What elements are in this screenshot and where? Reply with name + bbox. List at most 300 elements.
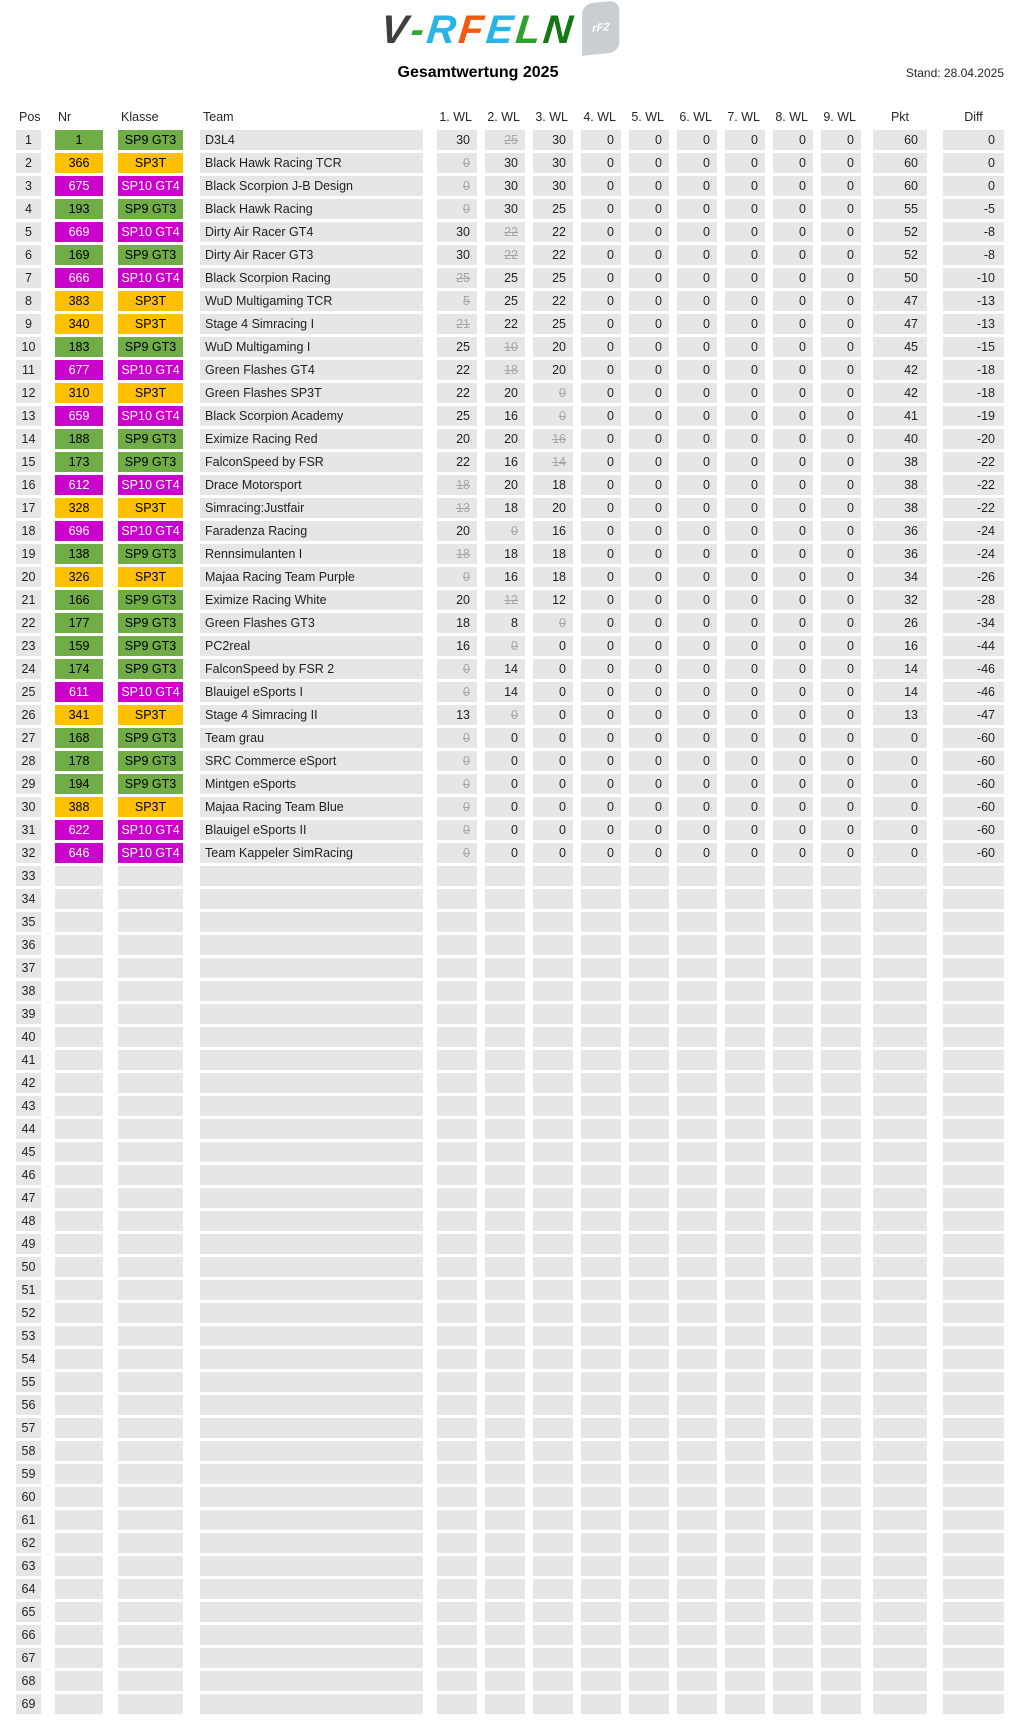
wl-2-cell: [485, 1625, 525, 1645]
team-cell: Faradenza Racing: [200, 521, 423, 541]
wl-9-cell: [821, 981, 861, 1001]
diff-cell: [943, 1280, 1004, 1300]
column-header-1-wl: 1. WL: [439, 110, 472, 124]
wl-1-cell: 30: [437, 245, 477, 265]
team-cell: Green Flashes GT3: [200, 613, 423, 633]
wl-5-cell: [629, 1027, 669, 1047]
class-cell: [118, 1694, 183, 1714]
wl-5-cell: [629, 1510, 669, 1530]
wl-8-cell: [773, 1073, 813, 1093]
wl-2-cell: 16: [485, 406, 525, 426]
wl-4-cell: [581, 1556, 621, 1576]
wl-5-cell: [629, 1280, 669, 1300]
wl-5-cell: 0: [629, 268, 669, 288]
class-cell: [118, 1211, 183, 1231]
wl-5-cell: [629, 1556, 669, 1576]
diff-cell: [943, 1579, 1004, 1599]
wl-6-cell: [677, 1372, 717, 1392]
wl-4-cell: 0: [581, 268, 621, 288]
wl-6-cell: [677, 1188, 717, 1208]
wl-9-cell: [821, 1602, 861, 1622]
table-row-empty: [16, 1349, 1026, 1369]
points-cell: [873, 1050, 927, 1070]
wl-4-cell: 0: [581, 475, 621, 495]
wl-6-cell: [677, 1694, 717, 1714]
pos-cell: 67: [16, 1648, 41, 1668]
wl-2-cell: [485, 1188, 525, 1208]
table-row-empty: [16, 1671, 1026, 1691]
wl-8-cell: 0: [773, 590, 813, 610]
points-cell: 13: [873, 705, 927, 725]
wl-9-cell: 0: [821, 843, 861, 863]
pos-cell: 10: [16, 337, 41, 357]
points-cell: 34: [873, 567, 927, 587]
wl-4-cell: 0: [581, 498, 621, 518]
wl-1-cell: [437, 1096, 477, 1116]
car-number-cell: 341: [55, 705, 103, 725]
pos-cell: 19: [16, 544, 41, 564]
wl-1-cell: 0: [437, 843, 477, 863]
wl-7-cell: [725, 1602, 765, 1622]
car-number-cell: [55, 1441, 103, 1461]
team-cell: [200, 1004, 423, 1024]
wl-5-cell: [629, 1671, 669, 1691]
table-row: [16, 429, 1026, 449]
table-row: [16, 291, 1026, 311]
wl-3-cell: 0: [533, 797, 573, 817]
car-number-cell: [55, 1303, 103, 1323]
wl-8-cell: [773, 1050, 813, 1070]
car-number-cell: [55, 1602, 103, 1622]
wl-9-cell: [821, 1165, 861, 1185]
class-cell: [118, 1464, 183, 1484]
points-cell: [873, 1487, 927, 1507]
wl-3-cell: 18: [533, 475, 573, 495]
diff-cell: 0: [943, 176, 1004, 196]
points-cell: 52: [873, 222, 927, 242]
pos-cell: 37: [16, 958, 41, 978]
car-number-cell: 340: [55, 314, 103, 334]
diff-cell: [943, 1004, 1004, 1024]
class-cell: SP10 GT4: [118, 475, 183, 495]
table-row: [16, 567, 1026, 587]
wl-7-cell: 0: [725, 797, 765, 817]
wl-8-cell: 0: [773, 659, 813, 679]
column-header-5-wl: 5. WL: [631, 110, 664, 124]
team-cell: Simracing:Justfair: [200, 498, 423, 518]
car-number-cell: 611: [55, 682, 103, 702]
wl-9-cell: 0: [821, 521, 861, 541]
diff-cell: -18: [943, 360, 1004, 380]
wl-5-cell: 0: [629, 498, 669, 518]
wl-3-cell: [533, 981, 573, 1001]
points-cell: [873, 1280, 927, 1300]
wl-5-cell: [629, 1211, 669, 1231]
wl-6-cell: [677, 1050, 717, 1070]
wl-6-cell: 0: [677, 498, 717, 518]
wl-2-cell: [485, 1257, 525, 1277]
car-number-cell: [55, 1395, 103, 1415]
wl-5-cell: 0: [629, 153, 669, 173]
table-row: [16, 383, 1026, 403]
wl-4-cell: [581, 1533, 621, 1553]
pos-cell: 6: [16, 245, 41, 265]
pos-cell: 40: [16, 1027, 41, 1047]
wl-3-cell: [533, 912, 573, 932]
wl-4-cell: 0: [581, 843, 621, 863]
wl-8-cell: 0: [773, 360, 813, 380]
wl-1-cell: 0: [437, 659, 477, 679]
wl-9-cell: [821, 1188, 861, 1208]
wl-5-cell: [629, 1579, 669, 1599]
wl-3-cell: 0: [533, 383, 573, 403]
diff-cell: -18: [943, 383, 1004, 403]
wl-4-cell: 0: [581, 337, 621, 357]
wl-3-cell: 20: [533, 360, 573, 380]
wl-9-cell: [821, 1142, 861, 1162]
wl-4-cell: 0: [581, 728, 621, 748]
wl-2-cell: 0: [485, 797, 525, 817]
wl-7-cell: [725, 1211, 765, 1231]
pos-cell: 53: [16, 1326, 41, 1346]
wl-3-cell: 0: [533, 613, 573, 633]
wl-4-cell: 0: [581, 636, 621, 656]
wl-5-cell: [629, 1625, 669, 1645]
wl-2-cell: 30: [485, 176, 525, 196]
wl-5-cell: [629, 1073, 669, 1093]
team-cell: [200, 1602, 423, 1622]
team-cell: Green Flashes SP3T: [200, 383, 423, 403]
wl-7-cell: [725, 1280, 765, 1300]
table-row: [16, 222, 1026, 242]
wl-8-cell: 0: [773, 199, 813, 219]
wl-2-cell: 25: [485, 130, 525, 150]
class-cell: SP9 GT3: [118, 659, 183, 679]
table-row-empty: [16, 1280, 1026, 1300]
car-number-cell: 659: [55, 406, 103, 426]
wl-1-cell: [437, 1211, 477, 1231]
column-header-8-wl: 8. WL: [775, 110, 808, 124]
diff-cell: -22: [943, 452, 1004, 472]
diff-cell: -60: [943, 820, 1004, 840]
wl-7-cell: [725, 1625, 765, 1645]
table-row: [16, 452, 1026, 472]
wl-4-cell: [581, 1142, 621, 1162]
wl-3-cell: [533, 889, 573, 909]
wl-1-cell: 20: [437, 521, 477, 541]
wl-7-cell: [725, 1119, 765, 1139]
wl-1-cell: 20: [437, 429, 477, 449]
wl-5-cell: 0: [629, 475, 669, 495]
wl-8-cell: [773, 1326, 813, 1346]
wl-8-cell: [773, 1211, 813, 1231]
class-cell: [118, 1004, 183, 1024]
pos-cell: 50: [16, 1257, 41, 1277]
car-number-cell: 612: [55, 475, 103, 495]
car-number-cell: 183: [55, 337, 103, 357]
car-number-cell: 177: [55, 613, 103, 633]
wl-7-cell: [725, 1418, 765, 1438]
team-cell: [200, 1441, 423, 1461]
car-number-cell: 622: [55, 820, 103, 840]
wl-5-cell: 0: [629, 406, 669, 426]
wl-6-cell: 0: [677, 521, 717, 541]
wl-8-cell: [773, 1165, 813, 1185]
wl-1-cell: 0: [437, 199, 477, 219]
table-row-empty: [16, 912, 1026, 932]
wl-1-cell: [437, 1441, 477, 1461]
wl-6-cell: 0: [677, 774, 717, 794]
wl-7-cell: [725, 1234, 765, 1254]
car-number-cell: [55, 1372, 103, 1392]
class-cell: [118, 1372, 183, 1392]
points-cell: 14: [873, 659, 927, 679]
wl-7-cell: [725, 1073, 765, 1093]
wl-6-cell: 0: [677, 130, 717, 150]
wl-4-cell: [581, 1050, 621, 1070]
wl-8-cell: 0: [773, 153, 813, 173]
wl-3-cell: [533, 1096, 573, 1116]
wl-2-cell: [485, 1234, 525, 1254]
points-cell: [873, 1395, 927, 1415]
wl-2-cell: [485, 958, 525, 978]
wl-7-cell: [725, 866, 765, 886]
table-row: [16, 521, 1026, 541]
class-cell: SP3T: [118, 567, 183, 587]
wl-7-cell: 0: [725, 199, 765, 219]
wl-6-cell: 0: [677, 659, 717, 679]
wl-9-cell: [821, 1441, 861, 1461]
wl-2-cell: 18: [485, 498, 525, 518]
team-cell: [200, 1418, 423, 1438]
wl-3-cell: 20: [533, 498, 573, 518]
wl-7-cell: 0: [725, 360, 765, 380]
wl-4-cell: 0: [581, 521, 621, 541]
table-row-empty: [16, 866, 1026, 886]
wl-3-cell: [533, 1303, 573, 1323]
car-number-cell: 669: [55, 222, 103, 242]
wl-8-cell: [773, 1441, 813, 1461]
diff-cell: [943, 1050, 1004, 1070]
points-cell: 42: [873, 360, 927, 380]
class-cell: [118, 1648, 183, 1668]
class-cell: SP10 GT4: [118, 176, 183, 196]
wl-3-cell: [533, 1694, 573, 1714]
diff-cell: -24: [943, 521, 1004, 541]
wl-8-cell: [773, 1395, 813, 1415]
wl-6-cell: 0: [677, 475, 717, 495]
table-row: [16, 797, 1026, 817]
wl-3-cell: 25: [533, 314, 573, 334]
points-cell: 40: [873, 429, 927, 449]
team-cell: WuD Multigaming TCR: [200, 291, 423, 311]
wl-2-cell: 20: [485, 429, 525, 449]
column-header-4-wl: 4. WL: [583, 110, 616, 124]
wl-7-cell: 0: [725, 176, 765, 196]
diff-cell: -13: [943, 314, 1004, 334]
wl-7-cell: 0: [725, 682, 765, 702]
wl-9-cell: 0: [821, 130, 861, 150]
wl-2-cell: [485, 1004, 525, 1024]
wl-8-cell: 0: [773, 567, 813, 587]
wl-9-cell: 0: [821, 590, 861, 610]
car-number-cell: [55, 1533, 103, 1553]
wl-8-cell: 0: [773, 820, 813, 840]
diff-cell: [943, 1487, 1004, 1507]
wl-5-cell: 0: [629, 705, 669, 725]
team-cell: [200, 1694, 423, 1714]
diff-cell: -8: [943, 222, 1004, 242]
wl-7-cell: 0: [725, 291, 765, 311]
class-cell: SP10 GT4: [118, 682, 183, 702]
wl-5-cell: 0: [629, 751, 669, 771]
class-cell: SP9 GT3: [118, 590, 183, 610]
wl-6-cell: [677, 1119, 717, 1139]
wl-6-cell: [677, 1602, 717, 1622]
wl-1-cell: 0: [437, 176, 477, 196]
wl-5-cell: [629, 1119, 669, 1139]
wl-6-cell: [677, 935, 717, 955]
team-cell: Stage 4 Simracing II: [200, 705, 423, 725]
diff-cell: [943, 1165, 1004, 1185]
wl-2-cell: [485, 1372, 525, 1392]
class-cell: [118, 1280, 183, 1300]
wl-8-cell: [773, 1533, 813, 1553]
wl-6-cell: 0: [677, 636, 717, 656]
wl-1-cell: [437, 889, 477, 909]
diff-cell: -47: [943, 705, 1004, 725]
table-row-empty: [16, 1372, 1026, 1392]
wl-6-cell: 0: [677, 429, 717, 449]
table-row: [16, 360, 1026, 380]
points-cell: 60: [873, 130, 927, 150]
points-cell: 38: [873, 452, 927, 472]
diff-cell: [943, 1694, 1004, 1714]
pos-cell: 68: [16, 1671, 41, 1691]
wl-6-cell: [677, 1303, 717, 1323]
pos-cell: 48: [16, 1211, 41, 1231]
wl-8-cell: 0: [773, 452, 813, 472]
wl-3-cell: [533, 1211, 573, 1231]
team-cell: [200, 1464, 423, 1484]
diff-cell: [943, 1326, 1004, 1346]
wl-2-cell: [485, 1027, 525, 1047]
wl-9-cell: [821, 1671, 861, 1691]
wl-6-cell: 0: [677, 682, 717, 702]
car-number-cell: [55, 1694, 103, 1714]
class-cell: SP3T: [118, 314, 183, 334]
wl-6-cell: [677, 1625, 717, 1645]
table-row-empty: [16, 1395, 1026, 1415]
wl-4-cell: [581, 1648, 621, 1668]
pos-cell: 47: [16, 1188, 41, 1208]
wl-8-cell: 0: [773, 843, 813, 863]
pos-cell: 58: [16, 1441, 41, 1461]
pos-cell: 39: [16, 1004, 41, 1024]
pos-cell: 65: [16, 1602, 41, 1622]
diff-cell: 0: [943, 130, 1004, 150]
wl-4-cell: 0: [581, 153, 621, 173]
wl-3-cell: 22: [533, 245, 573, 265]
class-cell: [118, 1027, 183, 1047]
diff-cell: [943, 1257, 1004, 1277]
team-cell: [200, 1165, 423, 1185]
table-row: [16, 245, 1026, 265]
wl-7-cell: [725, 1326, 765, 1346]
wl-2-cell: [485, 1579, 525, 1599]
diff-cell: -20: [943, 429, 1004, 449]
wl-4-cell: [581, 866, 621, 886]
wl-7-cell: [725, 1303, 765, 1323]
car-number-cell: [55, 1487, 103, 1507]
logo-letter: F: [456, 8, 489, 52]
column-header-7-wl: 7. WL: [727, 110, 760, 124]
wl-3-cell: 0: [533, 774, 573, 794]
table-row-empty: [16, 1579, 1026, 1599]
points-cell: 55: [873, 199, 927, 219]
rf2-badge: rF2: [582, 0, 619, 56]
wl-2-cell: [485, 1280, 525, 1300]
wl-3-cell: 0: [533, 728, 573, 748]
points-cell: 38: [873, 498, 927, 518]
pos-cell: 55: [16, 1372, 41, 1392]
wl-6-cell: 0: [677, 153, 717, 173]
pos-cell: 59: [16, 1464, 41, 1484]
car-number-cell: 366: [55, 153, 103, 173]
wl-3-cell: [533, 866, 573, 886]
wl-2-cell: [485, 1441, 525, 1461]
team-cell: Black Hawk Racing: [200, 199, 423, 219]
wl-1-cell: 18: [437, 475, 477, 495]
table-row-empty: [16, 1602, 1026, 1622]
class-cell: SP3T: [118, 291, 183, 311]
points-cell: 0: [873, 820, 927, 840]
wl-7-cell: 0: [725, 636, 765, 656]
wl-7-cell: [725, 935, 765, 955]
wl-5-cell: 0: [629, 567, 669, 587]
diff-cell: [943, 912, 1004, 932]
wl-6-cell: 0: [677, 705, 717, 725]
wl-2-cell: 0: [485, 705, 525, 725]
wl-3-cell: [533, 1418, 573, 1438]
logo-letter: L: [513, 8, 546, 52]
team-cell: Dirty Air Racer GT3: [200, 245, 423, 265]
car-number-cell: [55, 1349, 103, 1369]
wl-4-cell: 0: [581, 245, 621, 265]
diff-cell: -26: [943, 567, 1004, 587]
wl-3-cell: 22: [533, 222, 573, 242]
wl-3-cell: [533, 1372, 573, 1392]
class-cell: [118, 1625, 183, 1645]
wl-4-cell: [581, 1188, 621, 1208]
wl-4-cell: [581, 1234, 621, 1254]
wl-4-cell: 0: [581, 130, 621, 150]
wl-3-cell: [533, 1027, 573, 1047]
wl-4-cell: 0: [581, 383, 621, 403]
wl-9-cell: 0: [821, 751, 861, 771]
class-cell: [118, 1234, 183, 1254]
wl-4-cell: 0: [581, 659, 621, 679]
wl-1-cell: 13: [437, 705, 477, 725]
wl-7-cell: [725, 1142, 765, 1162]
points-cell: [873, 1671, 927, 1691]
pos-cell: 56: [16, 1395, 41, 1415]
wl-1-cell: [437, 866, 477, 886]
class-cell: SP9 GT3: [118, 728, 183, 748]
team-cell: FalconSpeed by FSR: [200, 452, 423, 472]
car-number-cell: [55, 889, 103, 909]
wl-4-cell: [581, 1395, 621, 1415]
